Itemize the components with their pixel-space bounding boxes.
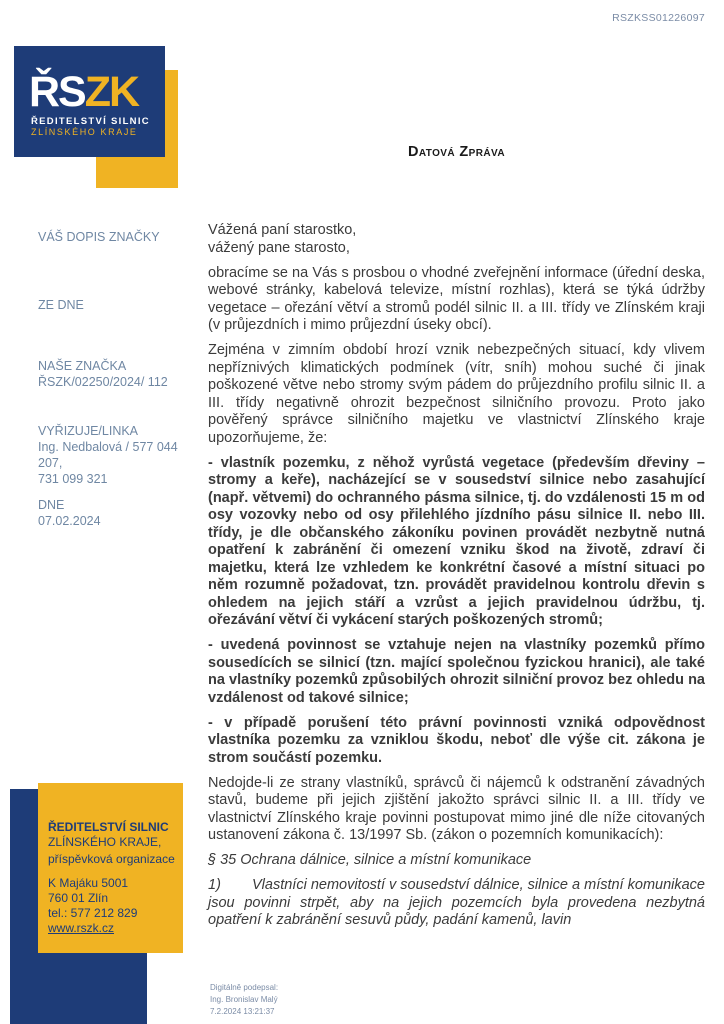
logo-org-name-line1: ŘEDITELSTVÍ SILNIC	[31, 116, 150, 127]
footer-org-line3: příspěvková organizace	[48, 852, 175, 866]
footer-org-line1: ŘEDITELSTVÍ SILNIC	[48, 820, 169, 834]
meta-value-our-reference: ŘSZK/02250/2024/ 112	[38, 375, 168, 389]
signature-line2: Ing. Bronislav Malý	[210, 995, 278, 1004]
meta-handler	[38, 423, 200, 487]
footer-contact	[38, 783, 183, 953]
meta-your-reference	[38, 229, 200, 245]
salutation-line2: vážený pane starosto,	[208, 239, 350, 256]
salutation-line1: Vážená paní starostko,	[208, 222, 357, 238]
meta-label-your-reference: VÁŠ DOPIS ZNAČKY	[38, 230, 160, 244]
signature-line1: Digitálně podepsal:	[210, 983, 279, 992]
logo-wordmark-zk: ZK	[84, 68, 139, 116]
paragraph-liability: - v případě porušení této právní povinnosti vzniká odpovědnost vlastníka pozemku za vzniklou škodu, neboť dle výše cit. zákona je strom součástí pozemku.	[208, 714, 705, 766]
footer-address-line1: K Majáku 5001	[48, 876, 129, 890]
salutation	[208, 222, 705, 257]
logo-org-name-line2: ZLÍNSKÉHO KRAJE	[31, 127, 138, 137]
meta-label-from-date: ZE DNE	[38, 298, 84, 312]
footer-address-line2: 760 01 Zlín	[48, 891, 109, 905]
law-clause-text: Vlastníci nemovitostí v sousedství dálnice, silnice a místní komunikace jsou povinni strpět, aby na jejich pozemcích byla provedena nezbytná opatření k zabránění sesuvů půdy, padání kamenů, lavin	[208, 877, 705, 928]
law-clause-number: 1)	[208, 877, 221, 893]
paragraph-duty-scope: - uvedená povinnost se vztahuje nejen na vlastníky pozemků přímo sousedících se silnicí (tzn. mající společnou fyzickou hranici), ale také na vlastníky pozemků způsobilých ohrozit silniční provoz bez ohledu na vzdálenost od takové silnice;	[208, 637, 705, 706]
footer-org-line2: ZLÍNSKÉHO KRAJE,	[48, 835, 162, 849]
rszk-logo	[14, 46, 165, 157]
signature-line3: 7.2.2024 13:21:37	[210, 1007, 275, 1016]
meta-label-our-reference: NAŠE ZNAČKA	[38, 359, 127, 373]
logo-wordmark	[29, 68, 138, 117]
paragraph-enforcement: Nedojde-li ze strany vlastníků, správců či nájemců k odstranění závadných stavů, budeme při jejich zjištění jakožto správci silnic II. a III. třídy ve vlastnictví Zlínského kraje povinni postupovat mimo jiné dle níže citovaných ustanovení zákona č. 13/1997 Sb. (zákon o pozemních komunikacích):	[208, 774, 705, 843]
digital-signature	[210, 982, 278, 1018]
logo-wordmark-rs: ŘS	[29, 68, 85, 116]
document-type-title: Datová Zpráva	[408, 144, 505, 160]
footer-phone: tel.: 577 212 829	[48, 906, 138, 920]
law-section-heading: § 35 Ochrana dálnice, silnice a místní komunikace	[208, 852, 532, 868]
meta-label-date: DNE	[38, 498, 65, 512]
meta-value-date: 07.02.2024	[38, 514, 101, 528]
paragraph-owner-duty: - vlastník pozemku, z něhož vyrůstá vegetace (především dřeviny – stromy a keře), nacházející se v sousedství silnice nebo zasahující (např. větvemi) do ochranného pásma silnice, tj. do vzdálenosti 15 m od osy vozovky nebo od osy přilehlého jízdního pásu silnice II. nebo III. třídy, je dle občanského zákoníku povinen provádět nezbytně nutná opatření k zabránění či omezení vzniku škod na životě, zdraví či majetku, která lze vzhledem ke konkrétní časové a místní situaci po něm rozumně požadovat, tzn. provádět pravidelnou kontrolu dřevin s ohledem na jejich stáří a vzrůst a jejich pravidelnou údržbu, tj. ořezávání větví či vykácení starých poškozených stromů;	[208, 454, 705, 628]
meta-value-handler-line1: Ing. Nedbalová / 577 044 207,	[38, 440, 178, 470]
meta-label-handler: VYŘIZUJE/LINKA	[38, 424, 139, 438]
meta-from-date	[38, 297, 200, 313]
document-code: RSZKSS01226097	[612, 12, 705, 24]
paragraph-winter-risk: Zejména v zimním období hrozí vznik nebezpečných situací, kdy vlivem nepříznivých klimatických podmínek (vítr, sníh) mohou suché či jinak poškozené větve nebo stromy svým pádem do průjezdního profilu silnic II. a III. třídy negativně ohrozit bezpečnost silničního provozu. Proto jako pověřený správce silničního majetku ve vlastnictví Zlínského kraje upozorňujeme, že:	[208, 342, 705, 446]
paragraph-intro: obracíme se na Vás s prosbou o vhodné zveřejnění informace (úřední deska, webové stránky, kabelová televize, místní rozhlas), která se týká údržby vegetace – ořezání větví a stromů podél silnic II. a III. třídy ve Zlínském kraji (v průjezdních i mimo průjezdní úseky obcí).	[208, 264, 705, 333]
meta-date	[38, 497, 200, 529]
letter-body	[208, 222, 705, 937]
footer-website-link[interactable]: www.rszk.cz	[48, 921, 114, 935]
law-clause	[208, 877, 705, 930]
meta-our-reference	[38, 358, 200, 390]
meta-value-handler-line2: 731 099 321	[38, 472, 108, 486]
